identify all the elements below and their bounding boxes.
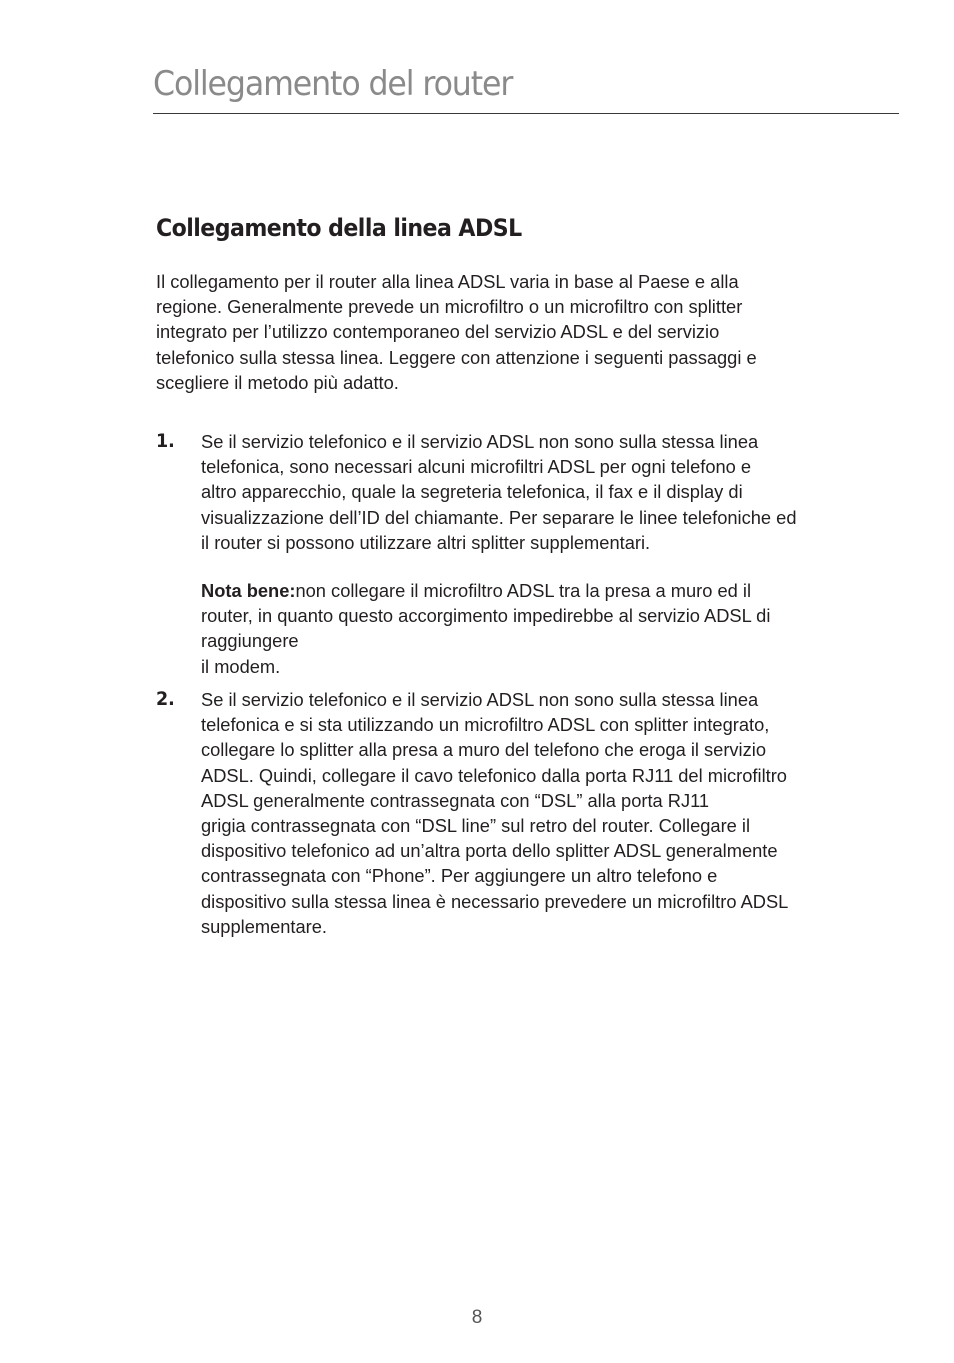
step-line: il router si possono utilizzare altri splitter supplementari.: [201, 531, 651, 553]
step-line: visualizzazione dell’ID del chiamante. Per separare le linee telefoniche ed: [201, 506, 797, 528]
step-line: dispositivo sulla stessa linea è necessario prevedere un microfiltro ADSL: [201, 890, 789, 912]
step-line: telefonica e si sta utilizzando un microfiltro ADSL con splitter integrato,: [201, 714, 770, 736]
intro-line: scegliere il metodo più adatto.: [156, 371, 399, 393]
note-line: raggiungere: [201, 630, 299, 652]
step-line: collegare lo splitter alla presa a muro del telefono che eroga il servizio: [201, 739, 766, 761]
page-title: Collegamento del router: [153, 64, 513, 104]
step-line: ADSL. Quindi, collegare il cavo telefonico dalla porta RJ11 del microfiltro: [201, 764, 787, 786]
step-line: Se il servizio telefonico e il servizio ADSL non sono sulla stessa linea: [201, 431, 759, 452]
intro-line: regione. Generalmente prevede un microfiltro o un microfiltro con splitter: [156, 296, 743, 318]
step-line: grigia contrassegnata con “DSL line” sul retro del router. Collegare il: [201, 815, 751, 837]
page-header: [153, 60, 899, 114]
intro-line: Il collegamento per il router alla linea ADSL varia in base al Paese e alla: [156, 271, 739, 292]
intro-line: telefonico sulla stessa linea. Leggere con attenzione i seguenti passaggi e: [156, 346, 757, 368]
note-first-line: [201, 578, 770, 603]
step-line: supplementare.: [201, 915, 328, 937]
step-line: dispositivo telefonico ad un’altra porta dello splitter ADSL generalmente: [201, 840, 778, 862]
note-block: [201, 578, 770, 679]
section-heading: Collegamento della linea ADSL: [156, 214, 522, 242]
step-text: [201, 429, 797, 555]
note-line: router, in quanto questo accorgimento impedirebbe al servizio ADSL di: [201, 605, 771, 627]
note-label: Nota bene:: [201, 580, 296, 601]
step-number: 1.: [156, 430, 175, 452]
page-number: 8: [471, 1307, 483, 1328]
step-line: altro apparecchio, quale la segreteria telefonica, il fax e il display di: [201, 481, 743, 503]
note-text: non collegare il microfiltro ADSL tra la presa a muro ed il: [295, 580, 752, 601]
step-line: ADSL generalmente contrassegnata con “DSL” alla porta RJ11: [201, 789, 710, 811]
step-number: 2.: [156, 688, 175, 710]
step-line: Se il servizio telefonico e il servizio ADSL non sono sulla stessa linea: [201, 689, 759, 710]
intro-paragraph: [156, 269, 757, 395]
step-line: contrassegnata con “Phone”. Per aggiungere un altro telefono e: [201, 865, 718, 887]
note-line: il modem.: [201, 655, 281, 677]
step-line: telefonica, sono necessari alcuni microfiltri ADSL per ogni telefono e: [201, 456, 752, 478]
intro-line: integrato per l’utilizzo contemporaneo del servizio ADSL e del servizio: [156, 321, 720, 343]
step-text: [201, 687, 788, 939]
